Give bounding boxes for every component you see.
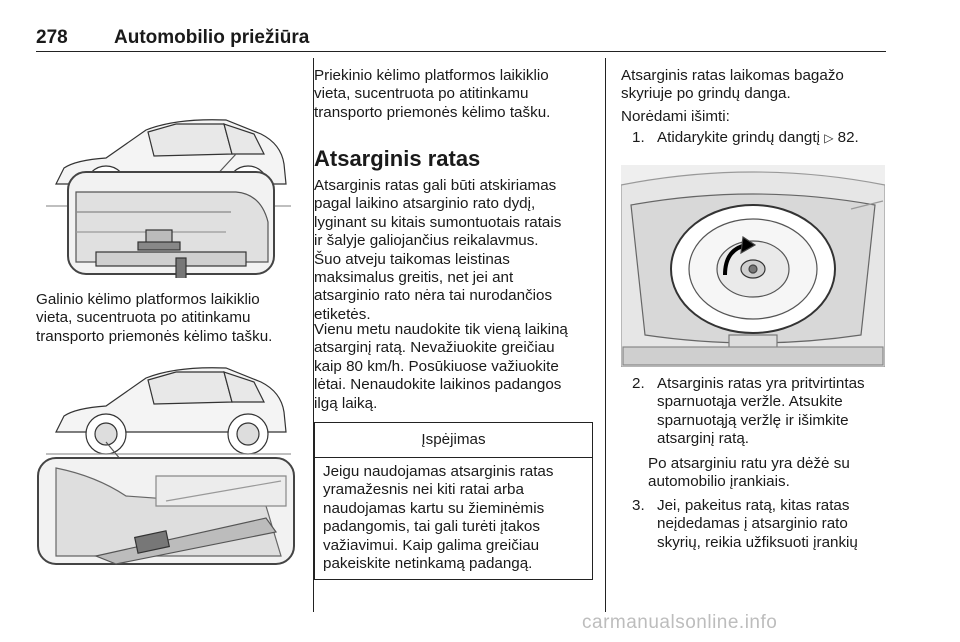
para-line: lėtai. Nenaudokite laikinos padangos xyxy=(314,376,562,394)
rear-lift-caption xyxy=(36,291,301,346)
step-number: 2. xyxy=(632,375,645,392)
step-text xyxy=(657,497,858,552)
step-3 xyxy=(632,497,894,557)
caption-line: transporto priemonės kėlimo tašku. xyxy=(314,103,551,121)
front-lift-point-figure xyxy=(36,356,298,566)
page-header xyxy=(36,27,886,52)
caption-line: vieta, sucentruota po atitinkamu xyxy=(36,309,251,327)
para-line: atsarginio rato nėra tai nurodančios xyxy=(314,287,553,305)
step-line: Atsarginis ratas yra pritvirtintas xyxy=(657,375,865,392)
caption-line: vieta, sucentruota po atitinkamu xyxy=(314,85,529,103)
page-title: Automobilio priežiūra xyxy=(114,27,310,48)
step-line: atsarginį ratą. xyxy=(657,430,750,448)
para-line: kaip 80 km/h. Posūkiuose važiuokite xyxy=(314,357,559,375)
step-2-note xyxy=(648,455,898,492)
spare-wheel-para-2 xyxy=(314,321,599,413)
caption-line: Galinio kėlimo platformos laikiklio xyxy=(36,291,260,308)
step-number: 3. xyxy=(632,497,645,514)
spare-wheel-para-1 xyxy=(314,177,599,324)
section-heading: Atsarginis ratas xyxy=(314,146,481,171)
step-line: skyrių, reikia užfiksuoti įrankių xyxy=(657,533,858,551)
para-line: Šuo atveju taikomas leistinas xyxy=(314,250,510,268)
step-line: sparnuotąja veržle. Atsukite xyxy=(657,393,843,411)
column-divider-2 xyxy=(605,58,606,612)
step-text xyxy=(657,375,865,449)
warning-line: padangomis, tai gali turėti įtakos xyxy=(323,518,540,536)
step-2 xyxy=(632,375,894,449)
step-line: sparnuotąją veržlę ir išimkite xyxy=(657,411,849,429)
warning-text xyxy=(323,463,589,573)
watermark: carmanualsonline.info xyxy=(582,612,778,633)
rear-lift-point-figure xyxy=(36,72,298,278)
storage-intro xyxy=(621,67,891,104)
para-line: atsarginį ratą. Nevažiuokite greičiau xyxy=(314,339,555,357)
warning-line: naudojamas kartu su žieminėmis xyxy=(323,499,545,517)
caption-line: transporto priemonės kėlimo tašku. xyxy=(36,327,273,345)
para-line: Atsarginis ratas gali būti atskiriamas xyxy=(314,177,557,194)
para-line: lyginant su kitais sumontuotais ratais xyxy=(314,213,562,231)
para-line: ilgą laiką. xyxy=(314,394,378,412)
warning-box xyxy=(314,422,593,580)
warning-line: Jeigu naudojamas atsarginis ratas xyxy=(323,463,554,480)
para-line: Vienu metu naudokite tik vieną laikiną xyxy=(314,321,568,338)
step-number: 1. xyxy=(632,129,645,146)
para-line: Atsarginis ratas laikomas bagažo xyxy=(621,67,844,84)
page-ref-arrow-icon: ▷ xyxy=(824,131,834,145)
step-text xyxy=(657,129,859,147)
front-lift-caption xyxy=(314,67,599,122)
para-line: ir šalyje galiojančius reikalavmus. xyxy=(314,232,539,250)
warning-line: yramažesnis nei kiti ratai arba xyxy=(323,481,524,499)
page-number: 278 xyxy=(36,27,68,48)
caption-line: Priekinio kėlimo platformos laikiklio xyxy=(314,67,549,84)
para-line: pagal laikino atsarginio rato dydį, xyxy=(314,195,536,213)
step-line: neįdedamas į atsarginio rato xyxy=(657,515,848,533)
note-line: automobilio įrankiais. xyxy=(648,473,790,491)
note-line: Po atsarginiu ratu yra dėžė su xyxy=(648,455,850,472)
para-line: maksimalus greitis, net jei ant xyxy=(314,269,514,287)
para-line: etiketės. xyxy=(314,305,371,323)
page-ref-link[interactable]: 82. xyxy=(837,129,859,146)
removal-intro: Norėdami išimti: xyxy=(621,108,730,125)
step-1-text: Atidarykite grindų dangtį xyxy=(657,129,820,146)
warning-line: važiavimui. Kaip galima greičiau xyxy=(323,536,540,554)
warning-line: pakeiskite netinkamą padangą. xyxy=(323,555,533,573)
step-line: Jei, pakeitus ratą, kitas ratas xyxy=(657,497,850,514)
spare-wheel-figure xyxy=(621,165,885,367)
warning-title: Įspėjimas xyxy=(315,423,592,458)
para-line: skyriuje po grindų danga. xyxy=(621,85,791,103)
